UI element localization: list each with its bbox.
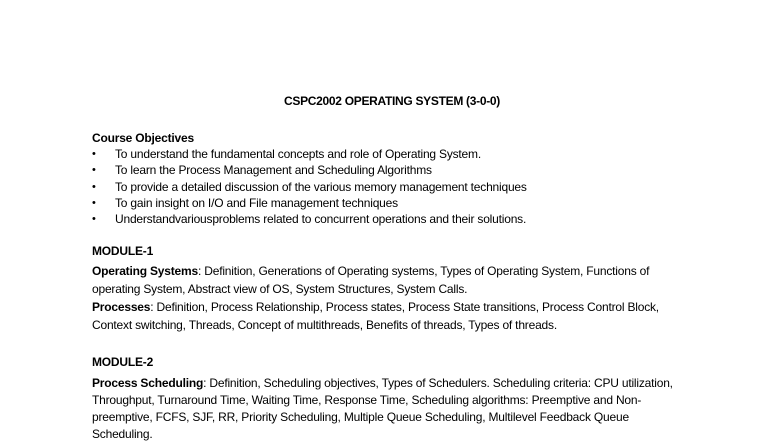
module-2-section (92, 354, 712, 443)
objective-text: To gain insight on I/O and File management techniques (115, 195, 398, 210)
objective-text: Understandvariousproblems related to concurrent operations and their solutions. (115, 212, 527, 227)
module-1-section (92, 243, 712, 334)
objective-text: To learn the Process Management and Scheduling Algorithms (115, 163, 432, 178)
processes-text: : Definition, Process Relationship, Process states, Process State transitions, Process Control Block, (150, 300, 659, 314)
list-item (92, 146, 712, 162)
page-title: CSPC2002 OPERATING SYSTEM (3-0-0) (284, 94, 500, 108)
processes-paragraph (92, 298, 712, 316)
process-scheduling-line-3: preemptive, FCFS, SJF, RR, Priority Scheduling, Multiple Queue Scheduling, Multilevel Feedback Queue (92, 410, 629, 424)
objective-text: To understand the fundamental concepts and role of Operating System. (115, 147, 481, 161)
list-item (92, 195, 712, 211)
process-scheduling-text: : Definition, Scheduling objectives, Types of Schedulers. Scheduling criteria: CPU utilization, (203, 376, 673, 390)
list-item (92, 211, 712, 227)
course-objectives-heading: Course Objectives (92, 131, 194, 145)
objective-text: To provide a detailed discussion of the various memory management techniques (115, 179, 527, 194)
operating-systems-text: : Definition, Generations of Operating systems, Types of Operating System, Functions of (197, 264, 650, 278)
process-scheduling-line-2: Throughput, Turnaround Time, Waiting Time, Response Time, Scheduling algorithms: Preemptive and Non- (92, 393, 642, 407)
operating-systems-paragraph-cont: operating System, Abstract view of OS, System Structures, System Calls. (92, 282, 468, 296)
process-scheduling-label: Process Scheduling (92, 376, 204, 390)
bullet-icon: • (92, 164, 96, 177)
module-1-heading: MODULE-1 (92, 244, 154, 258)
bullet-icon: • (92, 196, 96, 209)
processes-paragraph-cont: Context switching, Threads, Concept of multithreads, Benefits of threads, Types of threads. (92, 318, 557, 332)
list-item (92, 162, 712, 178)
processes-label: Processes (92, 300, 151, 314)
bullet-icon: • (92, 213, 96, 226)
module-2-heading: MODULE-2 (92, 355, 154, 369)
objectives-list (92, 146, 712, 227)
operating-systems-paragraph (92, 262, 712, 280)
list-item (92, 179, 712, 195)
process-scheduling-line-4: Scheduling. (92, 427, 153, 441)
operating-systems-label: Operating Systems (92, 264, 198, 278)
course-objectives-section (92, 130, 712, 227)
bullet-icon: • (92, 148, 96, 160)
bullet-icon: • (92, 180, 96, 193)
process-scheduling-paragraph (92, 375, 712, 392)
